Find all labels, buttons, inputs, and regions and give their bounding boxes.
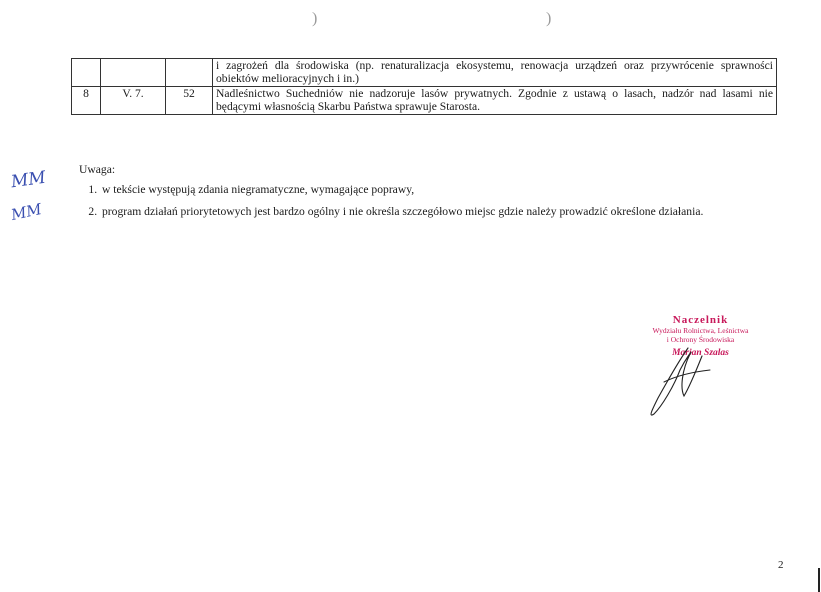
stamp-title: Naczelnik [672, 314, 729, 326]
table-cell-section: V. 7. [101, 87, 166, 115]
notes-section [79, 163, 703, 227]
table-cell-page [166, 59, 213, 87]
stamp-department: Wydziału Rolnictwa, Leśnictwa [652, 326, 749, 335]
scan-edge [818, 568, 820, 592]
table-cell-section [101, 59, 166, 87]
handwritten-initials: MM [9, 167, 48, 193]
table-row [72, 87, 777, 115]
table-cell-page: 52 [166, 87, 213, 115]
notes-title: Uwaga: [79, 163, 116, 176]
notes-list [79, 183, 703, 218]
remarks-table [71, 58, 777, 115]
table-row [72, 59, 777, 87]
table-cell-text: Nadleśnictwo Suchedniów nie nadzoruje lasów prywatnych. Zgodnie z ustawą o lasach, nadzór nad lasami nie będącymi własnością Skarbu Państwa sprawuje Starosta. [213, 87, 777, 115]
table-cell-number: 8 [72, 87, 101, 115]
handwritten-initials: MM [9, 200, 44, 224]
table-cell-text: i zagrożeń dla środowiska (np. renaturalizacja ekosystemu, renowacja urządzeń oraz przywrócenie sprawności obiektów melioracyjnych i in.) [213, 59, 777, 87]
table-cell-number [72, 59, 101, 87]
note-item: 2. program działań priorytetowych jest bardzo ogólny i nie określa szczegółowo miejsc gdzie należy prowadzić określone działania. [100, 205, 703, 218]
stamp-name: Marian Szalas [672, 348, 729, 358]
scan-mark: ) [546, 10, 552, 27]
note-item: 1. w tekście występują zdania niegramatyczne, wymagające poprawy, [100, 183, 703, 196]
signature-icon [640, 340, 730, 422]
scan-mark: ) [312, 10, 318, 27]
stamp-department: i Ochrony Środowiska [666, 335, 735, 344]
page-number: 2 [778, 559, 784, 571]
